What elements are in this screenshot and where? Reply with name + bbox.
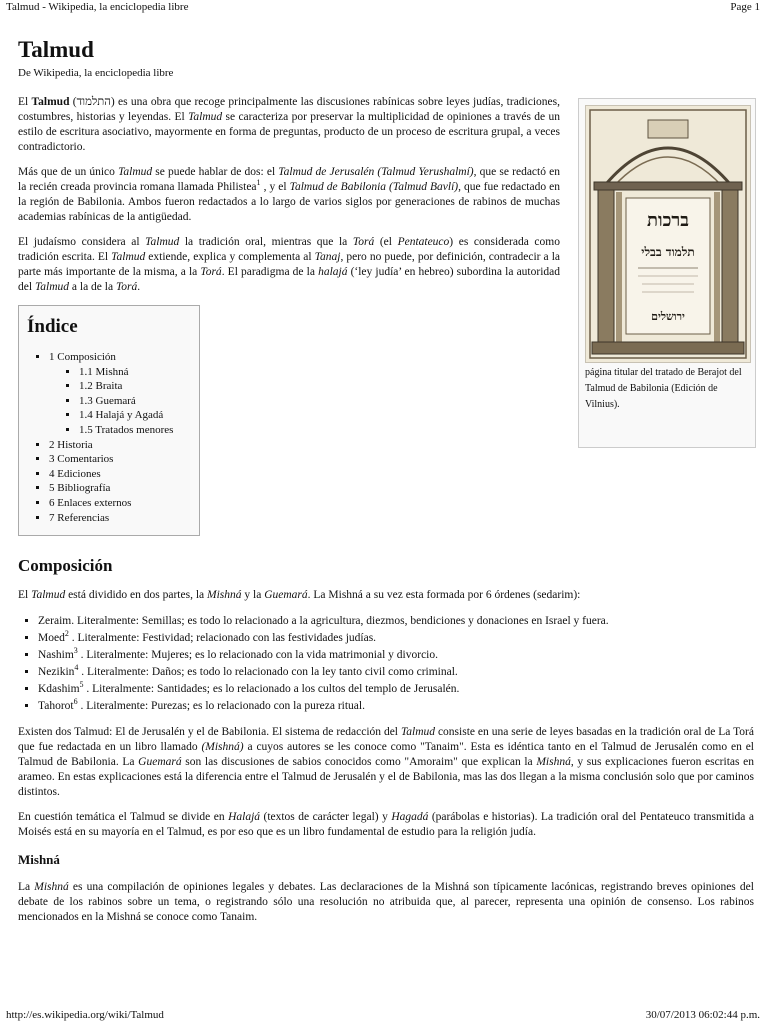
order-description: . Literalmente: Daños; es todo lo relacionado con la ley tanto civil como criminal. (78, 666, 458, 679)
intro-paragraph-2 (18, 165, 560, 225)
link-tora[interactable]: Torá (200, 266, 222, 278)
link-guemara[interactable]: Guemará (264, 589, 308, 602)
text: está dividido en dos partes, la (65, 589, 208, 602)
composicion-paragraph-2 (18, 725, 754, 800)
figure-text-2: תלמוד בבלי (641, 245, 695, 259)
order-name[interactable]: Tahorot (38, 700, 74, 713)
toc-item[interactable]: ▪ 3 Comentarios (49, 452, 199, 467)
text: (el (374, 236, 398, 248)
order-description: . Literalmente: Semillas; es todo lo relacionado a la agricultura, diezmos, bendiciones y donaciones en Israel y fuera. (71, 615, 609, 628)
section-heading-mishna: Mishná (18, 852, 60, 868)
figure-caption: página titular del tratado de Berajot del Talmud de Babilonia (Edición de Vilnius). (585, 367, 742, 410)
toc-item[interactable]: ▪ 1.3 Guemará (79, 394, 199, 409)
toc-item[interactable]: ▪ 5 Bibliografía (49, 481, 199, 496)
link-mishna[interactable]: Mishná (207, 589, 242, 602)
toc-item-label[interactable]: 1 Composición (49, 351, 116, 363)
text: (‘ley judía’ en hebreo) subordina la autoridad del (18, 266, 561, 293)
text: , y el (260, 181, 290, 193)
toc-item[interactable]: ▪ 6 Enlaces externos (49, 496, 199, 511)
link-pentateuco[interactable]: Pentateuco (397, 236, 450, 248)
link-tanaj[interactable]: Tanaj (314, 251, 341, 263)
text: (textos de carácter legal) y (260, 811, 392, 824)
link-talmud[interactable]: Talmud (111, 251, 146, 263)
reference-link[interactable]: 3 (73, 646, 78, 656)
thumbnail-figure (578, 98, 756, 448)
text: extiende, explica y complementa al (145, 251, 315, 263)
list-item (38, 647, 754, 664)
mishna-paragraph (18, 880, 754, 925)
order-description: . Literalmente: Festividad; relacionado con las festividades judías. (68, 632, 377, 645)
reference-link[interactable]: 4 (74, 663, 79, 673)
title-page-illustration (586, 106, 750, 362)
print-footer (6, 1008, 760, 1022)
text: se caracteriza por preservar la multiplicidad de opiniones a través de un estilo de escritura asociativo, mayormente en forma de preguntas, producto de un proceso de escritura grupal, a veces contradictorio. (18, 111, 560, 153)
print-footer-url: http://es.wikipedia.org/wiki/Talmud (6, 1009, 164, 1021)
link-halaja[interactable]: halajá (318, 266, 348, 278)
page-subtitle: De Wikipedia, la enciclopedia libre (18, 67, 174, 79)
toc-item[interactable]: ▪ 7 Referencias (49, 511, 199, 526)
text: son las discusiones de sabios conocidos como "Amoraim" que explican la (181, 756, 537, 769)
order-name[interactable]: Kdashim (38, 683, 80, 696)
link-talmud[interactable]: Talmud (188, 111, 223, 123)
text: , que fue redactado en la región de Babilonia. Ambos fueron redactados a lo largo de varios siglos por generaciones de rabinos de muchas academias rabínicas de la antigüedad. (18, 181, 560, 223)
link-talmud[interactable]: Talmud (145, 236, 180, 248)
link-tora[interactable]: Torá (115, 281, 138, 293)
text: El judaísmo considera al (18, 236, 146, 248)
reference-link[interactable]: 2 (64, 629, 69, 639)
print-header (6, 0, 760, 14)
figure-text-1: ברכות (647, 210, 689, 231)
toc-item[interactable]: ▪ 1.5 Tratados menores (79, 423, 199, 438)
text: consiste en una serie de leyes basadas en la tradición oral de La Torá que fue redactada en un libro llamado (18, 726, 754, 754)
toc-item[interactable]: ▪ 1.4 Halajá y Agadá (79, 408, 199, 423)
text: En cuestión temática el Talmud se divide en (18, 811, 229, 824)
link-guemara[interactable]: Guemará (138, 756, 182, 769)
text: El (18, 589, 32, 602)
text: la tradición oral, mientras que la (179, 236, 353, 248)
order-name[interactable]: Nezikin (38, 666, 75, 679)
text: , que se redactó en la recién creada provincia romana llamada Philistea (18, 166, 560, 193)
order-name[interactable]: Zeraim (38, 615, 72, 628)
link-halaja[interactable]: Halajá (228, 811, 261, 824)
list-item (38, 664, 754, 681)
order-description: . Literalmente: Santidades; es lo relacionado a los cultos del templo de Jerusalén. (83, 683, 460, 696)
toc-title: Índice (27, 316, 78, 337)
page-title: Talmud (18, 37, 94, 62)
print-header-page: Page 1 (730, 1, 760, 13)
text: . La Mishná a su vez esta formada por 6 órdenes (sedarim): (307, 589, 581, 602)
print-footer-datetime: 30/07/2013 06:02:44 p.m. (645, 1009, 760, 1021)
text: a cuyos autores se les conoce como "Tanaim". Esta es idéntica tanto en el Talmud de Jerusalén como en el Talmud de Babilonia. La (18, 741, 754, 769)
toc-item[interactable] (49, 350, 199, 438)
list-item (38, 630, 754, 647)
text: , pero no puede, por definición, contradecir a la parte más importante de la misma, a la (18, 251, 560, 278)
text: a la de la (69, 281, 116, 293)
toc-item[interactable]: ▪ 4 Ediciones (49, 467, 199, 482)
print-header-title: Talmud - Wikipedia, la enciclopedia libre (6, 1, 189, 13)
intro-paragraph-1 (18, 95, 560, 155)
table-of-contents (18, 305, 200, 536)
text: y la (241, 589, 265, 602)
link-mishna[interactable]: Mishná (34, 881, 69, 894)
link-mishna[interactable]: (Mishná) (201, 741, 244, 754)
link-talmud[interactable]: Talmud (118, 166, 153, 178)
toc-sublist (49, 365, 199, 438)
composicion-paragraph-3 (18, 810, 754, 840)
order-description: . Literalmente: Purezas; es lo relacionado con la pureza ritual. (77, 700, 365, 713)
text: Más que de un único (18, 166, 119, 178)
intro-paragraph-3 (18, 235, 560, 295)
link-mishna[interactable]: Mishná (536, 756, 571, 769)
order-description: . Literalmente: Mujeres; es lo relacionado con la vida matrimonial y divorcio. (77, 649, 438, 662)
toc-list (25, 350, 199, 525)
link-talmud[interactable]: Talmud (31, 589, 66, 602)
section-heading-composicion: Composición (18, 556, 113, 576)
toc-item[interactable]: ▪ 1.1 Mishná (79, 365, 199, 380)
orders-list (18, 613, 754, 715)
link-tora[interactable]: Torá (352, 236, 375, 248)
list-item (38, 681, 754, 698)
order-name[interactable]: Moed (38, 632, 65, 645)
bold-term: Talmud (31, 96, 70, 108)
reference-link[interactable]: 6 (73, 697, 78, 707)
reference-link[interactable]: 1 (256, 178, 261, 188)
reference-link[interactable]: 5 (79, 680, 84, 690)
composicion-intro (18, 588, 754, 603)
text: (התלמוד) es una obra que recoge principalmente las discusiones rabínicas sobre leyes judías, tradiciones, costumbres, historias y leyendas. El (18, 96, 560, 123)
link-talmud-babilonia[interactable]: Talmud de Babilonia (Talmud Bavlí) (289, 181, 459, 193)
text: se puede hablar de dos: el (152, 166, 279, 178)
article-content (18, 36, 754, 935)
text: es una compilación de opiniones legales y debates. Las declaraciones de la Mishná son típicamente lacónicas, registrando breves opiniones del debate de los rabinos sobre un tema, o registrando sólo una resolución no atribuida que, al parecer, representa una opinión de consenso. Los rabinos mencionados en la Mishná se conoce como Tanaim. (18, 881, 754, 924)
toc-item[interactable]: ▪ 2 Historia (49, 438, 199, 453)
text: El (18, 96, 32, 108)
order-name[interactable]: Nashim (38, 649, 74, 662)
link-talmud[interactable]: Talmud (34, 281, 70, 293)
list-item (38, 698, 754, 715)
text: Existen dos Talmud: El de Jerusalén y el de Babilonia. El sistema de redacción del (18, 726, 401, 739)
text: , y sus explicaciones fueron escritas en arameo. En estas explicaciones está la diferencia entre el Talmud de Jerusalén y el de Babilonia, mas las dos llegan a la misma conclusión solo que por caminos distintos. (18, 756, 754, 799)
text: ) es considerada como tradición escrita. El (18, 236, 560, 263)
text: . El paradigma de la (221, 266, 319, 278)
figure-text-3: ירושלים (651, 310, 685, 323)
text: . (137, 281, 141, 293)
title-page-image[interactable] (585, 105, 751, 363)
text: La (18, 881, 35, 894)
list-item (38, 613, 754, 630)
link-talmud[interactable]: Talmud (400, 726, 436, 739)
text: (parábolas e historias). La tradición oral del Pentateuco transmitida a Moisés está en su mayoría en el Talmud, es por eso que es un libro fundamental de estudio para la religión judía. (18, 811, 754, 839)
link-talmud-jerusalen[interactable]: Talmud de Jerusalén (Talmud Yerushalmí) (278, 166, 474, 178)
link-hagada[interactable]: Hagadá (391, 811, 429, 824)
toc-item[interactable]: ▪ 1.2 Braita (79, 379, 199, 394)
